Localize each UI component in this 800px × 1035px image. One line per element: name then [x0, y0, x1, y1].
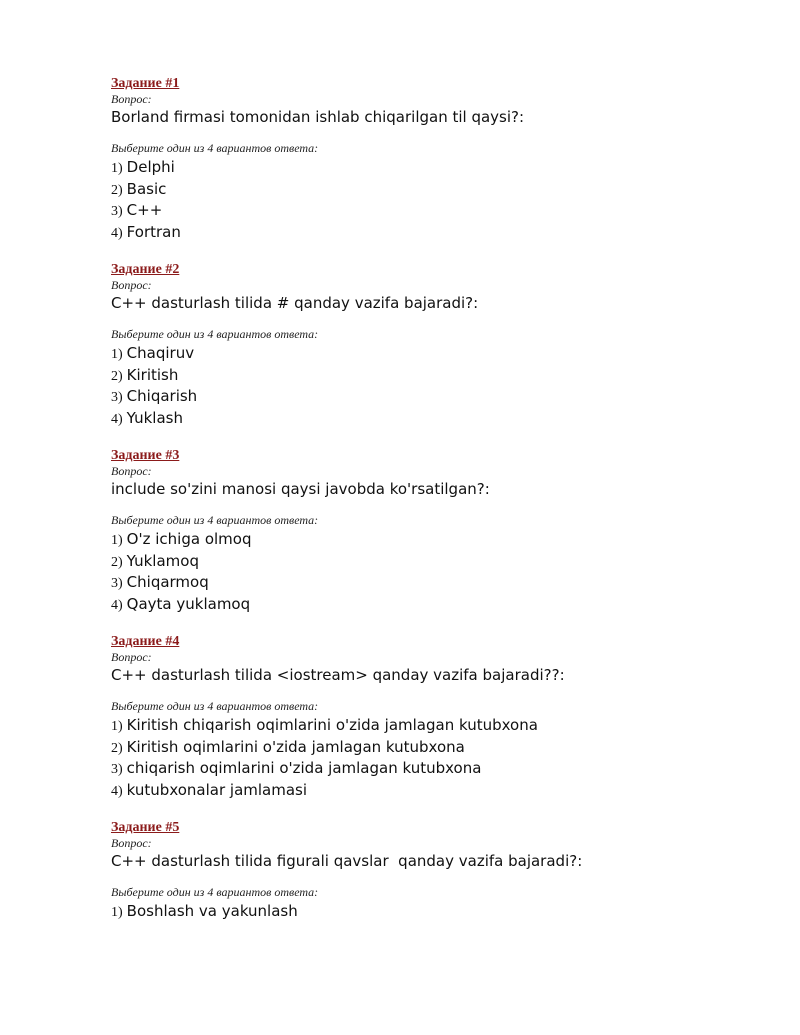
answer-option	[111, 343, 751, 365]
task-title: Задание #2	[111, 262, 180, 277]
option-text: kutubxonalar jamlamasi	[126, 780, 308, 799]
option-text: C++	[126, 201, 163, 219]
option-text: Kiritish chiqarish oqimlarini o'zida jamlagan kutubxona	[126, 716, 538, 734]
option-number: 3)	[111, 204, 123, 219]
answer-option	[111, 529, 751, 551]
option-text: Kiritish	[126, 365, 179, 384]
answer-option	[111, 572, 751, 594]
option-text: Yuklash	[126, 408, 183, 427]
question-text: include so'zini manosi qaysi javobda ko'rsatilgan?:	[111, 480, 490, 498]
task-title: Задание #4	[111, 634, 180, 649]
option-number: 4)	[111, 411, 123, 427]
answer-option	[111, 780, 751, 802]
option-text: Fortran	[126, 222, 181, 241]
answer-instructions: Выберите один из 4 вариантов ответа:	[111, 885, 319, 899]
option-number: 4)	[111, 783, 123, 799]
option-text: Kiritish oqimlarini o'zida jamlagan kutubxona	[126, 737, 465, 756]
answer-option	[111, 222, 751, 244]
option-text: O'z ichiga olmoq	[126, 530, 252, 548]
option-text: Chiqarmoq	[126, 573, 209, 591]
task-4	[111, 634, 751, 801]
option-number: 2)	[111, 368, 123, 384]
option-number: 4)	[111, 597, 123, 613]
answer-option	[111, 386, 751, 408]
option-number: 3)	[111, 576, 123, 591]
question-label: Вопрос:	[111, 650, 152, 664]
task-5	[111, 820, 751, 923]
task-3	[111, 448, 751, 615]
question-text: C++ dasturlash tilida <iostream> qanday vazifa bajaradi??:	[111, 666, 565, 684]
question-label: Вопрос:	[111, 464, 152, 478]
task-title: Задание #3	[111, 448, 180, 463]
option-number: 1)	[111, 347, 123, 362]
question-text: C++ dasturlash tilida # qanday vazifa bajaradi?:	[111, 294, 479, 312]
option-number: 3)	[111, 762, 123, 777]
option-text: Yuklamoq	[126, 551, 199, 570]
option-number: 1)	[111, 161, 123, 176]
task-1	[111, 76, 751, 243]
option-number: 2)	[111, 554, 123, 570]
option-number: 2)	[111, 182, 123, 198]
task-title: Задание #1	[111, 76, 180, 91]
option-text: Chiqarish	[126, 387, 198, 405]
question-label: Вопрос:	[111, 92, 152, 106]
option-number: 4)	[111, 225, 123, 241]
answer-option	[111, 200, 751, 222]
answer-option	[111, 737, 751, 759]
question-label: Вопрос:	[111, 836, 152, 850]
answer-option	[111, 408, 751, 430]
task-title: Задание #5	[111, 820, 180, 835]
option-number: 1)	[111, 533, 123, 548]
answer-option	[111, 365, 751, 387]
answer-instructions: Выберите один из 4 вариантов ответа:	[111, 699, 319, 713]
option-text: Boshlash va yakunlash	[126, 902, 298, 920]
option-text: chiqarish oqimlarini o'zida jamlagan kutubxona	[126, 759, 482, 777]
answer-option	[111, 758, 751, 780]
option-number: 3)	[111, 390, 123, 405]
option-text: Delphi	[126, 158, 175, 176]
answer-instructions: Выберите один из 4 вариантов ответа:	[111, 513, 319, 527]
answer-instructions: Выберите один из 4 вариантов ответа:	[111, 141, 319, 155]
option-number: 1)	[111, 905, 123, 920]
document-page	[111, 76, 751, 942]
answer-option	[111, 157, 751, 179]
option-text: Qayta yuklamoq	[126, 594, 251, 613]
question-text: C++ dasturlash tilida figurali qavslar qanday vazifa bajaradi?:	[111, 852, 583, 870]
task-2	[111, 262, 751, 429]
answer-option	[111, 179, 751, 201]
option-text: Basic	[126, 179, 167, 198]
option-number: 1)	[111, 719, 123, 734]
question-text: Borland firmasi tomonidan ishlab chiqarilgan til qaysi?:	[111, 108, 525, 126]
answer-option	[111, 715, 751, 737]
question-label: Вопрос:	[111, 278, 152, 292]
option-number: 2)	[111, 740, 123, 756]
answer-instructions: Выберите один из 4 вариантов ответа:	[111, 327, 319, 341]
answer-option	[111, 594, 751, 616]
answer-option	[111, 551, 751, 573]
option-text: Chaqiruv	[126, 344, 195, 362]
answer-option	[111, 901, 751, 923]
